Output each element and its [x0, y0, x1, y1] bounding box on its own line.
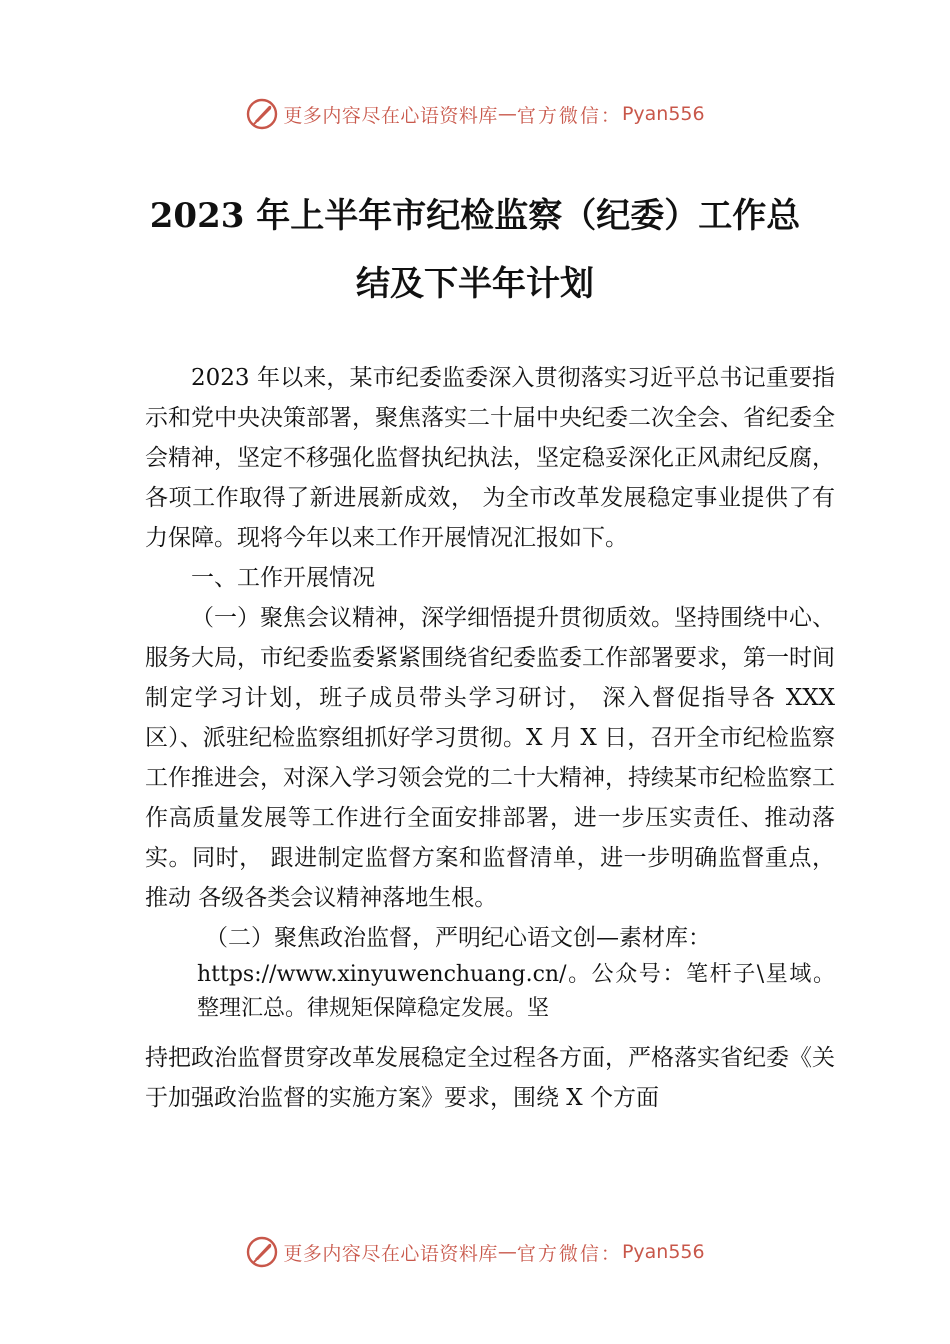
banner-separator: —: [497, 1241, 517, 1263]
banner-text: 更多内容尽在心语资料库: [283, 104, 498, 127]
quill-logo-icon: [245, 1235, 279, 1269]
item2-paragraph: [145, 918, 835, 1026]
banner-text: 更多内容尽在心语资料库: [283, 1242, 498, 1265]
document-title-line2: 结及下半年计划: [356, 264, 594, 304]
intro-paragraph: 2023 年以来，某市纪委监委深入贯彻落实习近平总书记重要指示和党中央决策部署，聚焦落实二十届中央纪委二次全会、省纪委全会精神，坚定不移强化监督执纪执法，坚定稳妥深化正风肃纪反腐，各项工作取得了新进展新成效， 为全市改革发展稳定事业提供了有力保障。现将今年以来工作开展情况汇报如下。: [145, 365, 835, 551]
banner-separator: —: [497, 103, 517, 125]
item2-rest: https://www.xinyuwenchuang.cn/。公众号：笔杆子\星域。整理汇总。律规矩保障稳定发展。坚: [197, 962, 835, 1021]
banner-wechat-label: 官方微信：: [516, 104, 622, 127]
header-watermark-banner: [0, 94, 950, 134]
banner-wechat-id: Pyan556: [621, 103, 705, 125]
item1-paragraph: （一）聚焦会议精神，深学细悟提升贯彻质效。坚持围绕中心、服务大局，市纪委监委紧紧围绕省纪委监委工作部署要求，第一时间制定学习计划，班子成员带头学习研讨， 深入督促指导各 XXX 区）、派驻纪检监察组抓好学习贯彻。X 月 X 日，召开全市纪检监察工作推进会，对深入学习领会党的二十大精神，持续某市纪检监察工作高质量发展等工作进行全面安排部署，进一步压实责任、推动落实。同时， 跟进制定监督方案和监督清单，进一步明确监督重点，推动 各级各类会议精神落地生根。: [145, 605, 835, 911]
document-body: [145, 358, 835, 1118]
quill-logo-icon: [245, 97, 279, 131]
item2-lead: （二）聚焦政治监督，严明纪心语文创—素材库：: [205, 925, 711, 951]
item2-continuation: 持把政治监督贯穿改革发展稳定全过程各方面，严格落实省纪委《关于加强政治监督的实施方案》要求，围绕 X 个方面: [145, 1045, 835, 1111]
section-heading: 一、工作开展情况: [191, 565, 375, 591]
banner-wechat-label: 官方微信：: [516, 1242, 622, 1265]
banner-wechat-id: Pyan556: [621, 1241, 705, 1263]
document-title-line1: 2023 年上半年市纪检监察（纪委）工作总: [149, 196, 801, 236]
footer-watermark-banner: [0, 1232, 950, 1272]
